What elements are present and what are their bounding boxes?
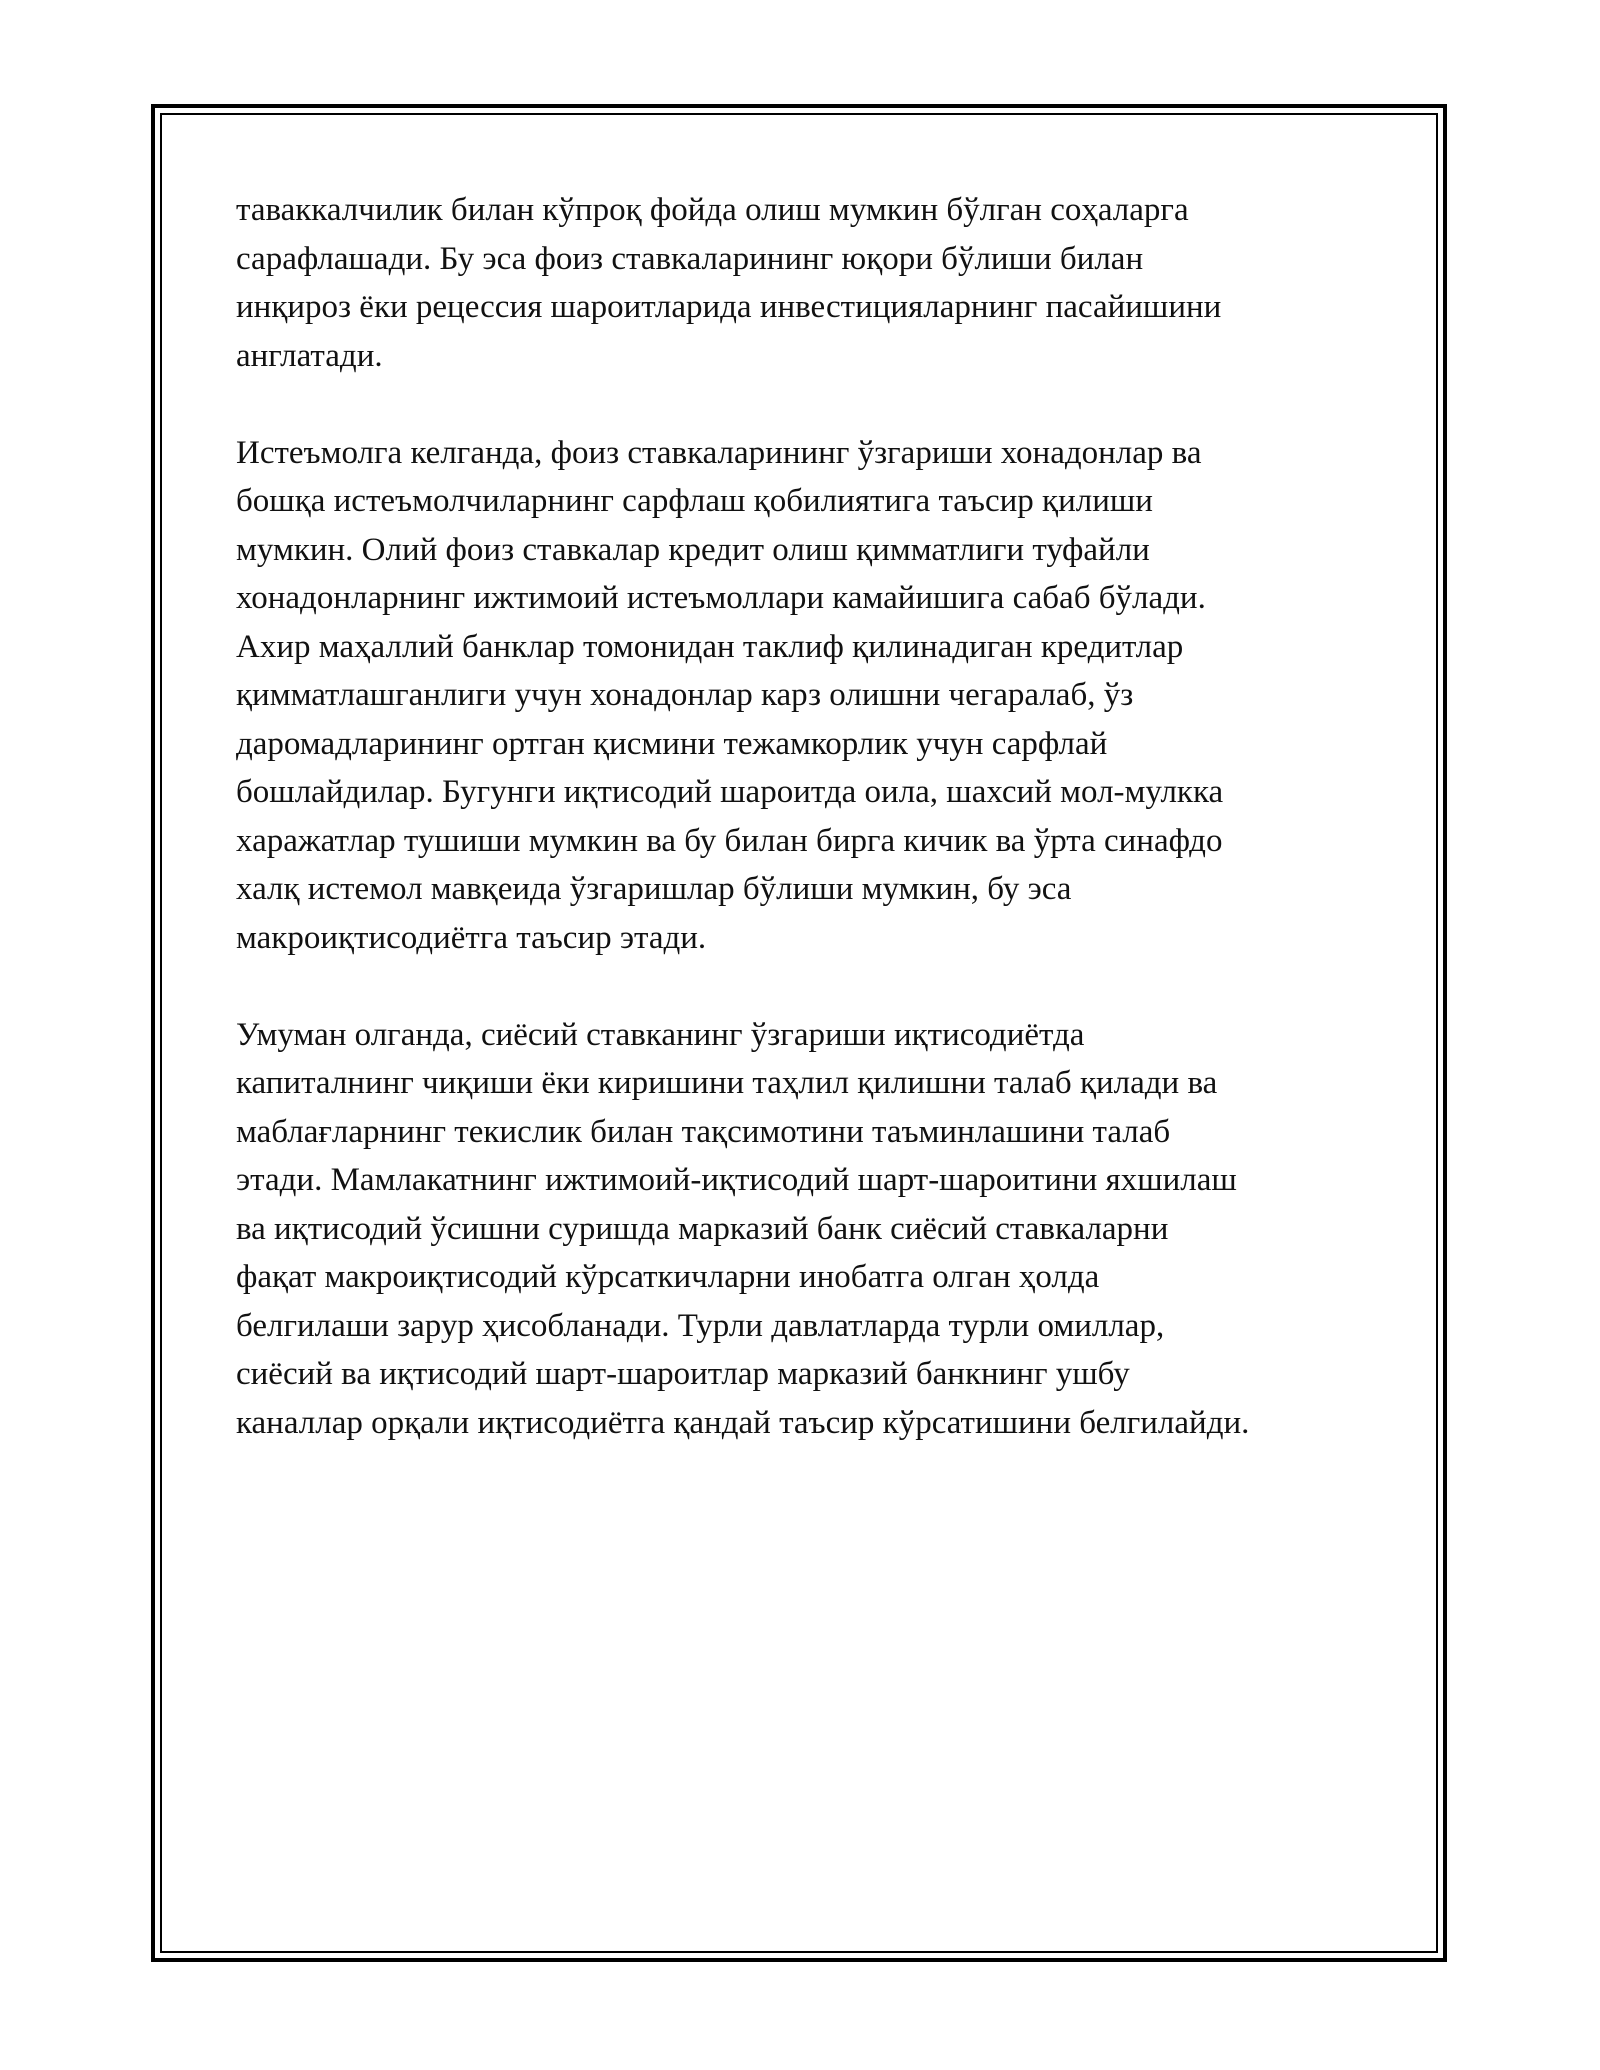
paragraph-2: Истеъмолга келганда, фоиз ставкаларининг ўзгариши хонадонлар ва бошқа истеъмолчиларнинг сарфлаш қобилиятига таъсир қилиши мумкин. Олий фоиз ставкалар кредит олиш қимматлиги туфайли хонадонларнинг ижтимоий истеъмоллари камайишига сабаб бўлади. Ахир маҳаллий банклар томонидан таклиф қилинадиган кредитлар қимматлашганлиги учун хонадонлар карз олишни чегаралаб, ўз даромадларининг ортган қисмини тежамкорлик учун сарфлай бошлайдилар. Бугунги иқтисодий шароитда оила, шахсий мол-мулкка харажатлар тушиши мумкин ва бу билан бирга кичик ва ўрта синафдо халқ истемол мавқеида ўзгаришлар бўлиши мумкин, бу эса макроиқтисодиётга таъсир этади. xyxy=(236,434,1224,956)
paragraph-3: Умуман олганда, сиёсий ставканинг ўзгариши иқтисодиётда капиталнинг чиқиши ёки киришини таҳлил қилишни талаб қилади ва маблағларнинг текислик билан тақсимотини таъминлашини талаб этади. Мамлакатнинг ижтимоий-иқтисодий шарт-шароитини яхшилаш ва иқтисодий ўсишни суришда марказий банк сиёсий ставкаларни фақат макроиқтисодий кўрсаткичларни инобатга олган ҳолда белгилаши зарур ҳисобланади. Турли давлатларда турли омиллар, сиёсий ва иқтисодий шарт-шароитлар марказий банкнинг ушбу каналлар орқали иқтисодиётга қандай таъсир кўрсатишини белгилайди. xyxy=(236,1016,1250,1441)
paragraph-1: таваккалчилик билан кўпроқ фойда олиш мумкин бўлган соҳаларга сарафлашади. Бу эса фоиз ставкаларининг юқори бўлиши билан инқироз ёки рецессия шароитларида инвестицияларнинг пасайишини англатади. xyxy=(236,192,1222,374)
document-body xyxy=(236,186,1386,1496)
